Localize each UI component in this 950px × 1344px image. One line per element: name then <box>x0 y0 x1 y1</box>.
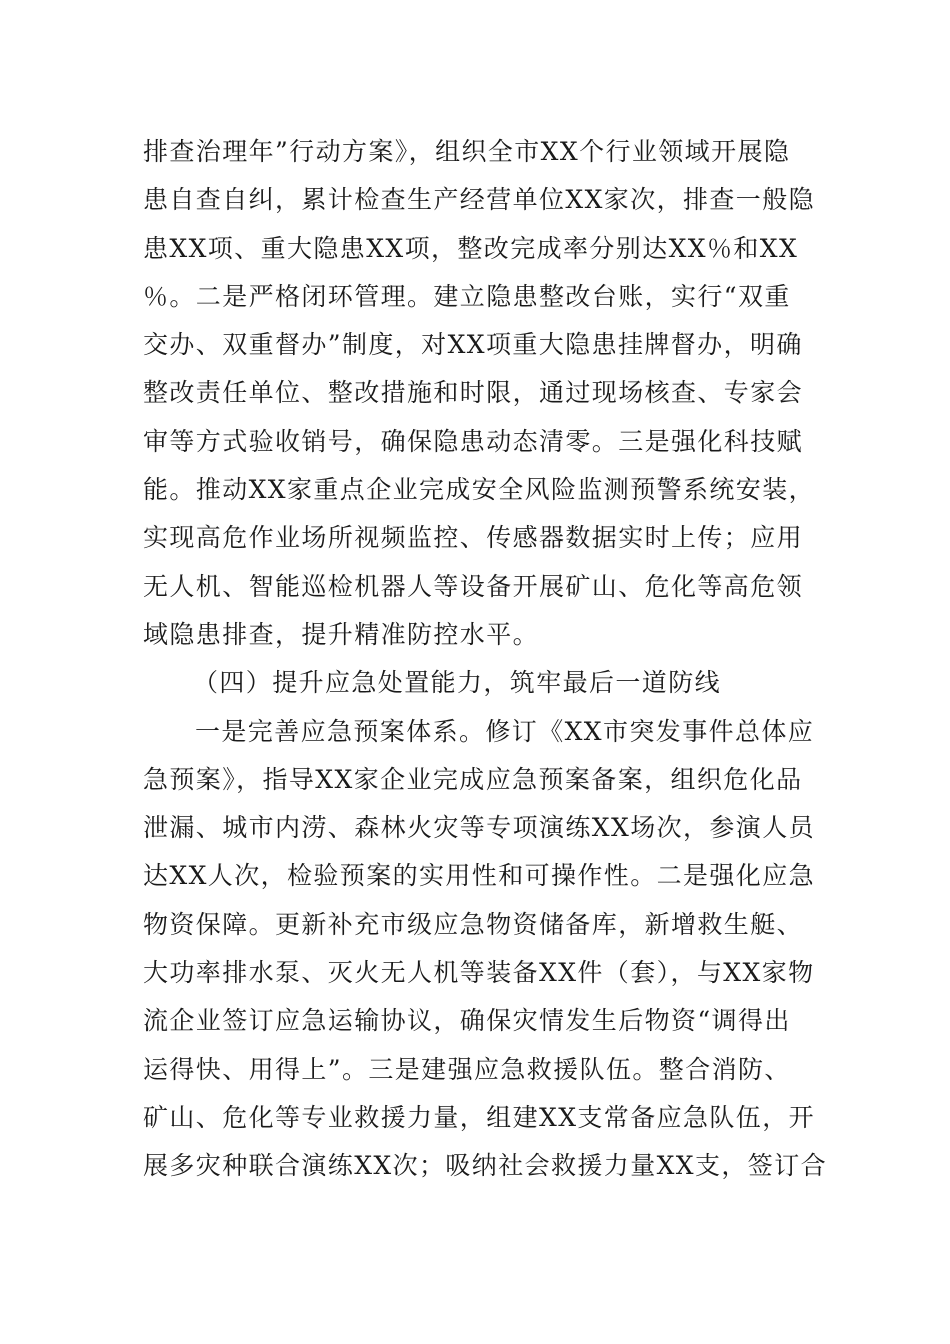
paragraph-line: 急预案》，指导XX家企业完成应急预案备案，组织危化品 <box>143 764 803 794</box>
paragraph-line: 能。推动XX家重点企业完成安全风险监测预警系统安装， <box>143 475 815 505</box>
paragraph-line: 患XX项、重大隐患XX项，整改完成率分别达XX％和XX <box>143 233 799 263</box>
paragraph-line: 审等方式验收销号，确保隐患动态清零。三是强化科技赋 <box>143 426 804 456</box>
paragraph-line: 运得快、用得上”。三是建强应急救援队伍。整合消防、 <box>143 1054 791 1084</box>
paragraph-line: 大功率排水泵、灭火无人机等装备XX件（套），与XX家物 <box>143 958 815 988</box>
paragraph-line: 实现高危作业场所视频监控、传感器数据实时上传；应用 <box>143 523 804 553</box>
paragraph-line: 流企业签订应急运输协议，确保灾情发生后物资“调得出 <box>143 1006 791 1036</box>
paragraph-line: 达XX人次，检验预案的实用性和可操作性。二是强化应急 <box>143 861 815 891</box>
paragraph-line: 域隐患排查，提升精准防控水平。 <box>143 619 540 649</box>
paragraph-line: 无人机、智能巡检机器人等设备开展矿山、危化等高危领 <box>143 571 804 601</box>
paragraph-line: 整改责任单位、整改措施和时限，通过现场核查、专家会 <box>143 378 804 408</box>
paragraph-line: 矿山、危化等专业救援力量，组建XX支常备应急队伍，开 <box>143 1102 815 1132</box>
paragraph-line: 展多灾种联合演练XX次；吸纳社会救援力量XX支，签订合 <box>143 1151 827 1181</box>
paragraph-line: ％。二是严格闭环管理。建立隐患整改台账，实行“双重 <box>143 281 791 311</box>
paragraph-line: 排查治理年”行动方案》，组织全市XX个行业领域开展隐 <box>143 137 791 166</box>
paragraph-line: 患自查自纠，累计检查生产经营单位XX家次，排查一般隐 <box>143 185 815 215</box>
document-body <box>143 128 827 1191</box>
section-heading: （四）提升应急处置能力，筑牢最后一道防线 <box>193 668 722 698</box>
paragraph-line: 交办、双重督办”制度，对XX项重大隐患挂牌督办，明确 <box>143 330 803 360</box>
paragraph-line: 物资保障。更新补充市级应急物资储备库，新增救生艇、 <box>143 909 804 939</box>
paragraph-line: 泄漏、城市内涝、森林火灾等专项演练XX场次，参演人员 <box>143 813 815 843</box>
paragraph-line: 一是完善应急预案体系。修订《XX市突发事件总体应 <box>195 716 815 746</box>
